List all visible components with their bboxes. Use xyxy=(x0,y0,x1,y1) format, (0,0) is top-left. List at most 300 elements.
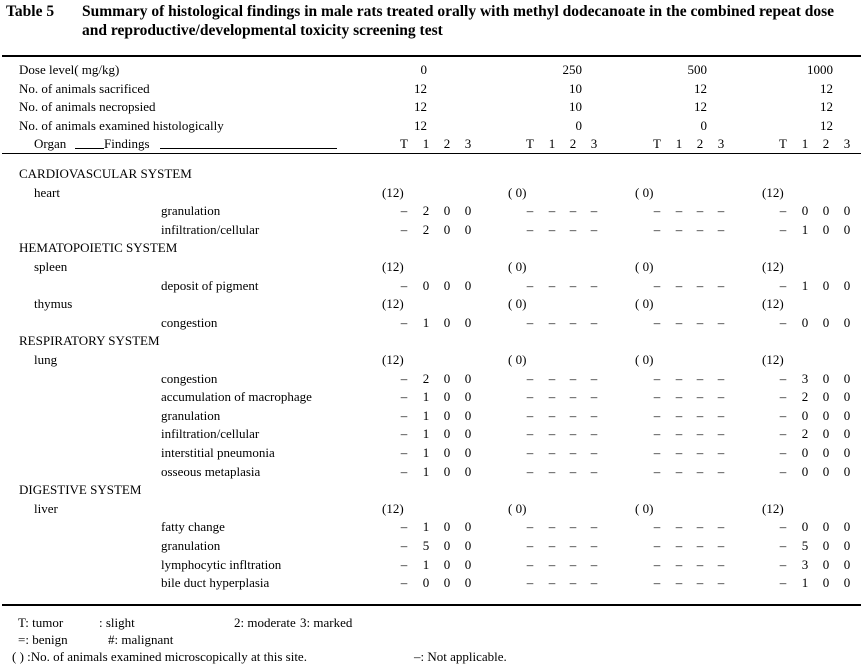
grade-value: – xyxy=(779,519,787,534)
grade-value: – xyxy=(717,222,725,237)
header-value: 12 xyxy=(820,118,833,133)
grade-value: – xyxy=(526,371,534,386)
grade-value: 0 xyxy=(464,464,472,479)
grade-value: – xyxy=(590,222,598,237)
legend-not-applicable: –: Not applicable. xyxy=(414,649,507,664)
system-name: HEMATOPOIETIC SYSTEM xyxy=(19,240,178,255)
finding-name: accumulation of macrophage xyxy=(161,389,312,404)
grade-value: – xyxy=(590,315,598,330)
grade-value: 1 xyxy=(422,315,430,330)
grade-value: – xyxy=(590,426,598,441)
grade-value: – xyxy=(400,408,408,423)
grade-value: – xyxy=(696,389,704,404)
grade-value: – xyxy=(548,538,556,553)
grade-value: 0 xyxy=(443,389,451,404)
grade-value: – xyxy=(696,538,704,553)
grade-value: – xyxy=(569,538,577,553)
finding-row xyxy=(0,574,863,592)
grade-value: – xyxy=(400,278,408,293)
grade-value: – xyxy=(717,315,725,330)
grade-value: – xyxy=(590,445,598,460)
grade-value: – xyxy=(779,464,787,479)
grade-value: 0 xyxy=(822,557,830,572)
grade-value: 0 xyxy=(443,519,451,534)
grade-value: 0 xyxy=(443,371,451,386)
grade-value: – xyxy=(400,557,408,572)
grade-value: – xyxy=(717,408,725,423)
grade-value: – xyxy=(526,315,534,330)
grade-value: – xyxy=(400,203,408,218)
grade-value: – xyxy=(653,371,661,386)
grade-value: – xyxy=(717,426,725,441)
grade-value: – xyxy=(548,557,556,572)
grade-value: – xyxy=(526,538,534,553)
grade-value: 0 xyxy=(464,519,472,534)
grade-value: – xyxy=(526,557,534,572)
grade-value: – xyxy=(400,575,408,590)
grade-value: 1 xyxy=(422,445,430,460)
grade-value: – xyxy=(569,203,577,218)
grade-value: – xyxy=(696,426,704,441)
grade-value: 0 xyxy=(464,389,472,404)
header-value: 12 xyxy=(414,81,427,96)
finding-name: granulation xyxy=(161,408,221,423)
grade-value: – xyxy=(675,389,683,404)
table-number: Table 5 xyxy=(6,3,55,20)
finding-row xyxy=(0,202,863,220)
grade-value: – xyxy=(569,389,577,404)
grade-value: 0 xyxy=(443,203,451,218)
grade-value: – xyxy=(590,389,598,404)
grade-value: 0 xyxy=(843,408,851,423)
examined-count: (12) xyxy=(382,501,404,516)
grade-value: – xyxy=(675,203,683,218)
grade-value: – xyxy=(548,445,556,460)
bottom-rule xyxy=(2,604,861,606)
finding-row xyxy=(0,314,863,332)
grade-value: – xyxy=(696,519,704,534)
grade-label: 1 xyxy=(422,136,430,151)
grade-value: – xyxy=(400,445,408,460)
header-value: 12 xyxy=(820,81,833,96)
examined-count: (12) xyxy=(382,259,404,274)
grade-value: – xyxy=(400,426,408,441)
grade-value: – xyxy=(653,538,661,553)
grade-value: – xyxy=(590,538,598,553)
grade-label: 3 xyxy=(464,136,472,151)
grade-value: – xyxy=(717,519,725,534)
findings-column-label: Findings xyxy=(104,136,150,151)
grade-value: 0 xyxy=(843,538,851,553)
grade-value: – xyxy=(569,426,577,441)
examined-count: (12) xyxy=(382,185,404,200)
examined-count: (12) xyxy=(762,296,784,311)
grade-label: 3 xyxy=(843,136,851,151)
grade-value: 0 xyxy=(822,278,830,293)
finding-name: granulation xyxy=(161,203,221,218)
organ-underline xyxy=(75,135,104,149)
header-row-label: No. of animals necropsied xyxy=(19,99,156,114)
header-value: 12 xyxy=(694,99,707,114)
grade-value: – xyxy=(696,203,704,218)
header-rule xyxy=(2,153,861,154)
grade-value: – xyxy=(526,519,534,534)
grade-value: – xyxy=(675,575,683,590)
grade-value: 0 xyxy=(464,371,472,386)
system-row xyxy=(0,481,863,499)
grade-value: 0 xyxy=(822,315,830,330)
examined-count: ( 0) xyxy=(635,259,654,274)
grade-value: – xyxy=(779,557,787,572)
grade-value: 0 xyxy=(464,557,472,572)
finding-name: fatty change xyxy=(161,519,225,534)
system-name: RESPIRATORY SYSTEM xyxy=(19,333,160,348)
grade-value: 0 xyxy=(443,426,451,441)
grade-label: 3 xyxy=(590,136,598,151)
legend-marked: 3: marked xyxy=(300,615,353,630)
grade-value: 0 xyxy=(843,389,851,404)
finding-row xyxy=(0,370,863,388)
grade-value: – xyxy=(590,519,598,534)
grade-value: 0 xyxy=(443,222,451,237)
grade-value: 0 xyxy=(801,203,809,218)
grade-value: – xyxy=(548,278,556,293)
grade-value: 3 xyxy=(801,557,809,572)
organ-name: spleen xyxy=(34,259,68,274)
grade-value: 0 xyxy=(464,445,472,460)
grade-value: – xyxy=(526,445,534,460)
grade-value: – xyxy=(400,464,408,479)
finding-name: deposit of pigment xyxy=(161,278,259,293)
grade-value: 0 xyxy=(801,519,809,534)
grade-value: – xyxy=(526,408,534,423)
header-value: 0 xyxy=(420,62,427,77)
grade-value: 0 xyxy=(443,557,451,572)
grade-value: – xyxy=(526,575,534,590)
grade-value: – xyxy=(696,278,704,293)
grade-value: 0 xyxy=(464,538,472,553)
grade-value: – xyxy=(400,389,408,404)
finding-name: infiltration/cellular xyxy=(161,426,260,441)
grade-value: 5 xyxy=(801,538,809,553)
system-name: CARDIOVASCULAR SYSTEM xyxy=(19,166,192,181)
header-row xyxy=(0,117,863,135)
grade-value: – xyxy=(526,389,534,404)
grade-value: 1 xyxy=(801,575,809,590)
examined-count: ( 0) xyxy=(508,352,527,367)
grade-value: – xyxy=(653,389,661,404)
examined-count: (12) xyxy=(762,185,784,200)
grade-value: 0 xyxy=(443,445,451,460)
grade-value: 2 xyxy=(422,222,430,237)
grade-value: – xyxy=(400,371,408,386)
grade-value: 0 xyxy=(843,315,851,330)
grade-value: – xyxy=(717,278,725,293)
system-row xyxy=(0,165,863,183)
grade-value: – xyxy=(653,408,661,423)
grade-value: – xyxy=(696,445,704,460)
grade-value: – xyxy=(696,408,704,423)
grade-value: 5 xyxy=(422,538,430,553)
grade-value: – xyxy=(548,315,556,330)
grade-value: 0 xyxy=(843,426,851,441)
finding-row xyxy=(0,556,863,574)
grade-value: 1 xyxy=(422,389,430,404)
legend-malignant: #: malignant xyxy=(108,632,174,647)
grade-value: 0 xyxy=(464,426,472,441)
grade-label: 1 xyxy=(801,136,809,151)
grade-value: – xyxy=(526,426,534,441)
grade-value: – xyxy=(653,426,661,441)
grade-value: – xyxy=(590,464,598,479)
header-value: 12 xyxy=(414,99,427,114)
grade-value: 0 xyxy=(464,575,472,590)
grade-value: 2 xyxy=(801,389,809,404)
grade-value: – xyxy=(569,222,577,237)
grade-value: – xyxy=(779,203,787,218)
grade-value: 1 xyxy=(422,557,430,572)
header-value: 10 xyxy=(569,99,582,114)
grade-value: – xyxy=(717,557,725,572)
grade-value: – xyxy=(675,278,683,293)
header-value: 12 xyxy=(414,118,427,133)
organ-row xyxy=(0,500,863,518)
grade-value: – xyxy=(590,575,598,590)
examined-count: ( 0) xyxy=(508,259,527,274)
grade-value: – xyxy=(779,575,787,590)
grade-value: 0 xyxy=(464,315,472,330)
grade-value: – xyxy=(779,389,787,404)
grade-value: – xyxy=(779,408,787,423)
header-value: 10 xyxy=(569,81,582,96)
grade-label: 1 xyxy=(675,136,683,151)
grade-value: – xyxy=(779,445,787,460)
grade-value: – xyxy=(569,464,577,479)
grade-value: – xyxy=(779,538,787,553)
grade-value: – xyxy=(548,426,556,441)
grade-value: 2 xyxy=(801,426,809,441)
grade-value: – xyxy=(400,519,408,534)
grade-value: – xyxy=(696,575,704,590)
grade-value: – xyxy=(569,408,577,423)
grade-value: – xyxy=(653,445,661,460)
organ-row xyxy=(0,184,863,202)
header-row-label: No. of animals sacrificed xyxy=(19,81,150,96)
grade-value: – xyxy=(696,557,704,572)
grade-value: 0 xyxy=(443,278,451,293)
system-row xyxy=(0,239,863,257)
finding-row xyxy=(0,463,863,481)
grade-value: 0 xyxy=(464,408,472,423)
grade-value: 0 xyxy=(443,464,451,479)
grade-value: 0 xyxy=(822,445,830,460)
grade-value: 0 xyxy=(843,464,851,479)
examined-count: ( 0) xyxy=(635,296,654,311)
grade-value: 1 xyxy=(422,519,430,534)
grade-value: – xyxy=(569,371,577,386)
grade-value: – xyxy=(569,575,577,590)
grade-value: – xyxy=(717,203,725,218)
header-value: 250 xyxy=(562,62,582,77)
examined-count: ( 0) xyxy=(635,501,654,516)
grade-label: T xyxy=(400,136,408,151)
legend-benign: =: benign xyxy=(18,632,68,647)
organ-row xyxy=(0,351,863,369)
grade-value: 0 xyxy=(443,575,451,590)
header-value: 12 xyxy=(694,81,707,96)
grade-value: – xyxy=(548,389,556,404)
grade-value: 0 xyxy=(822,371,830,386)
grade-value: – xyxy=(569,519,577,534)
grade-value: – xyxy=(696,464,704,479)
header-row xyxy=(0,80,863,98)
grade-value: – xyxy=(779,222,787,237)
organ-name: liver xyxy=(34,501,58,516)
grade-value: – xyxy=(590,371,598,386)
grade-value: – xyxy=(717,445,725,460)
grade-value: 0 xyxy=(822,575,830,590)
grade-value: – xyxy=(548,464,556,479)
findings-underline xyxy=(160,135,337,149)
grade-value: – xyxy=(675,538,683,553)
finding-row xyxy=(0,444,863,462)
legend-examined: ( ) :No. of animals examined microscopically at this site. xyxy=(12,649,307,664)
grade-value: – xyxy=(779,278,787,293)
grade-value: 0 xyxy=(801,408,809,423)
grade-value: – xyxy=(590,278,598,293)
grade-value: – xyxy=(653,203,661,218)
table-caption: Summary of histological findings in male rats treated orally with methyl dodecanoate in the combined repeat dose and reproductive/developmental toxicity screening test xyxy=(82,3,835,39)
grade-value: 1 xyxy=(422,464,430,479)
grade-value: 0 xyxy=(822,203,830,218)
grade-value: – xyxy=(675,315,683,330)
grade-value: – xyxy=(590,203,598,218)
organ-name: thymus xyxy=(34,296,73,311)
grade-value: – xyxy=(653,222,661,237)
grade-value: – xyxy=(696,222,704,237)
grade-value: – xyxy=(717,371,725,386)
top-rule xyxy=(2,55,861,57)
grade-value: – xyxy=(569,445,577,460)
finding-row xyxy=(0,518,863,536)
grade-value: 0 xyxy=(822,408,830,423)
examined-count: (12) xyxy=(382,296,404,311)
grade-value: 0 xyxy=(843,557,851,572)
grade-value: 0 xyxy=(443,538,451,553)
grade-value: – xyxy=(675,222,683,237)
grade-value: – xyxy=(400,538,408,553)
grade-header-row xyxy=(0,135,863,153)
grade-value: 0 xyxy=(843,575,851,590)
grade-value: 0 xyxy=(464,278,472,293)
grade-value: – xyxy=(653,464,661,479)
header-value: 0 xyxy=(700,118,707,133)
grade-value: 0 xyxy=(801,464,809,479)
system-name: DIGESTIVE SYSTEM xyxy=(19,482,142,497)
finding-row xyxy=(0,537,863,555)
header-row xyxy=(0,98,863,116)
header-row xyxy=(0,61,863,79)
grade-value: – xyxy=(717,389,725,404)
grade-value: – xyxy=(526,464,534,479)
grade-value: – xyxy=(696,315,704,330)
grade-value: 0 xyxy=(464,222,472,237)
grade-value: 0 xyxy=(843,445,851,460)
grade-value: 0 xyxy=(822,464,830,479)
grade-value: – xyxy=(653,315,661,330)
finding-name: interstitial pneumonia xyxy=(161,445,275,460)
grade-value: – xyxy=(675,464,683,479)
legend-tumor: T: tumor xyxy=(18,615,64,630)
grade-value: 0 xyxy=(843,222,851,237)
grade-value: 0 xyxy=(464,203,472,218)
grade-value: – xyxy=(569,278,577,293)
grade-value: 0 xyxy=(822,519,830,534)
grade-value: – xyxy=(653,557,661,572)
grade-value: – xyxy=(400,222,408,237)
examined-count: ( 0) xyxy=(508,501,527,516)
finding-row xyxy=(0,425,863,443)
finding-row xyxy=(0,221,863,239)
grade-value: – xyxy=(569,315,577,330)
grade-value: 1 xyxy=(801,222,809,237)
organ-row xyxy=(0,295,863,313)
examined-count: (12) xyxy=(762,259,784,274)
finding-name: bile duct hyperplasia xyxy=(161,575,270,590)
grade-label: 1 xyxy=(548,136,556,151)
grade-value: – xyxy=(569,557,577,572)
examined-count: (12) xyxy=(382,352,404,367)
grade-label: T xyxy=(653,136,661,151)
grade-label: 3 xyxy=(717,136,725,151)
grade-value: – xyxy=(675,371,683,386)
organ-name: lung xyxy=(34,352,58,367)
grade-value: 1 xyxy=(422,408,430,423)
finding-row xyxy=(0,277,863,295)
grade-label: 2 xyxy=(822,136,830,151)
examined-count: (12) xyxy=(762,352,784,367)
grade-value: – xyxy=(548,222,556,237)
finding-name: infiltration/cellular xyxy=(161,222,260,237)
grade-value: 2 xyxy=(422,203,430,218)
grade-value: 0 xyxy=(843,278,851,293)
grade-label: 2 xyxy=(443,136,451,151)
organ-name: heart xyxy=(34,185,60,200)
grade-value: 0 xyxy=(822,538,830,553)
examined-count: ( 0) xyxy=(508,296,527,311)
grade-value: 3 xyxy=(801,371,809,386)
grade-value: 0 xyxy=(422,575,430,590)
grade-value: 0 xyxy=(801,315,809,330)
grade-value: – xyxy=(526,278,534,293)
finding-name: osseous metaplasia xyxy=(161,464,261,479)
legend-moderate: 2: moderate xyxy=(234,615,296,630)
grade-value: – xyxy=(717,538,725,553)
header-value: 500 xyxy=(687,62,707,77)
grade-value: – xyxy=(548,371,556,386)
organ-column-label: Organ xyxy=(34,136,67,151)
examined-count: (12) xyxy=(762,501,784,516)
finding-name: lymphocytic infltration xyxy=(161,557,282,572)
grade-value: – xyxy=(548,203,556,218)
grade-value: – xyxy=(653,575,661,590)
grade-value: 0 xyxy=(843,203,851,218)
finding-name: congestion xyxy=(161,371,218,386)
grade-value: 0 xyxy=(443,315,451,330)
grade-value: – xyxy=(675,445,683,460)
grade-value: – xyxy=(590,557,598,572)
grade-value: 0 xyxy=(422,278,430,293)
